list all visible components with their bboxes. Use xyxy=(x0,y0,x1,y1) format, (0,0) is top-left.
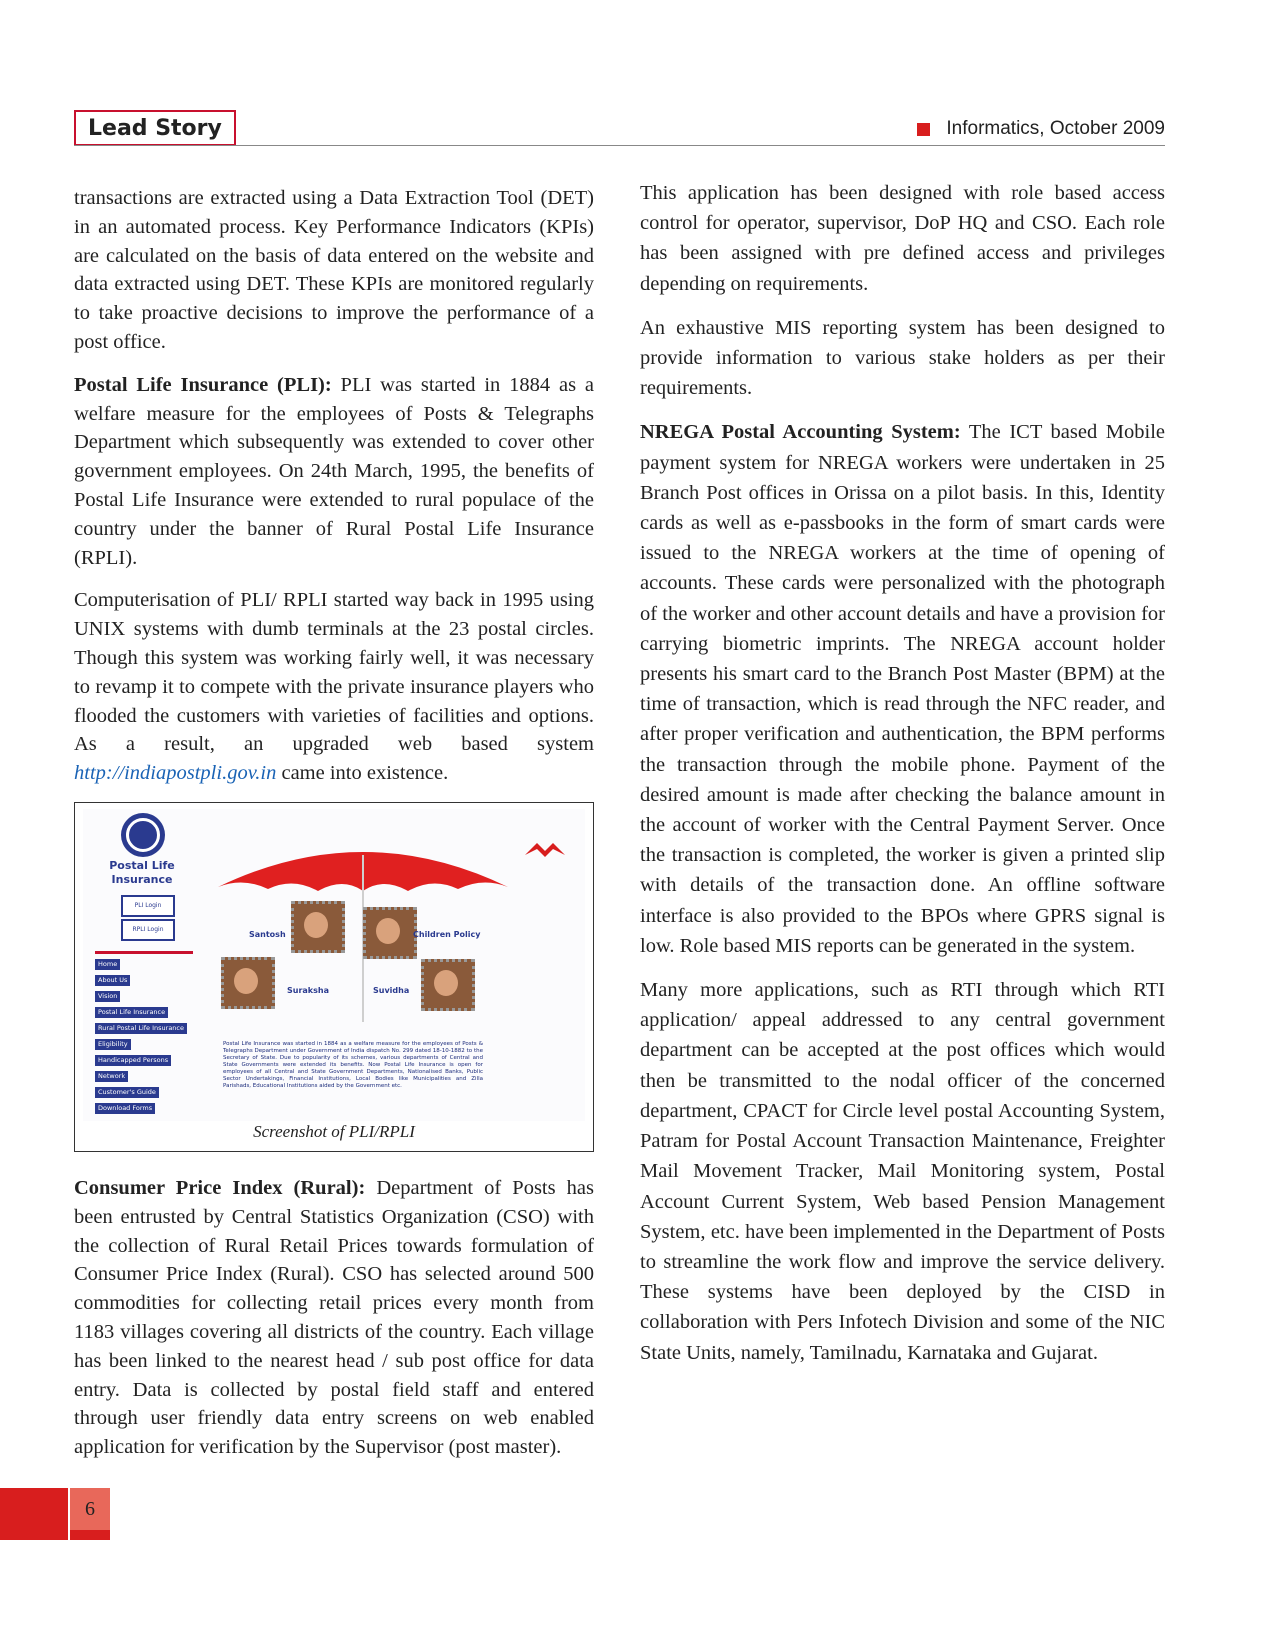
paragraph-heading: Postal Life Insurance (PLI): xyxy=(74,373,332,396)
pli-login-button: PLI Login xyxy=(121,895,175,917)
site-nav-item: Customer's Guide xyxy=(95,1087,159,1098)
photo-suvidha xyxy=(421,959,475,1011)
paragraph-text: Department of Posts has been entrusted by Central Statistics Organization (CSO) with the collection of Rural Retail Prices towards formulation of Consumer Price Index (Rural). CSO has selected around 500 commodities for collecting retail prices every month from 1183 villages covering all districts of the country. Each village has been linked to the nearest head / sub post office for data entry. Data is collected by postal field staff and entered through user friendly data entry screens on web enabled application for verification by the Supervisor (post master). xyxy=(74,1176,594,1459)
figure-caption: Screenshot of PLI/RPLI xyxy=(253,1122,415,1142)
site-body-text: Postal Life Insurance was started in 1884 as a welfare measure for the employees of Posts & Telegraphs Department under Government of India dispatch No. 299 dated 18-10-1882 to the Secretary of State. Due to popularity of its schemes, various departments of Central and State Governments were extended its benefits. Now Postal Life Insurance is open for employees of all Central and State Government Departments, Nationalised Banks, Public Sector Undertakings, Financial Institutions, Local Bodies like Municipalities and Zilla Parishads, Educational Institutions aided by the Government etc. xyxy=(223,1040,483,1089)
site-nav-item: About Us xyxy=(95,975,130,986)
paragraph-heading: NREGA Postal Accounting System: xyxy=(640,421,961,444)
label-santosh: Santosh xyxy=(249,929,286,939)
pli-logo-icon xyxy=(121,813,165,857)
paragraph-text: The ICT based Mobile payment system for NREGA workers were undertaken in 25 Branch Post offices in Orissa on a pilot basis. In this, Identity cards as well as e-passbooks in the form of smart cards were issued to the NREGA workers at the time of opening of accounts. These cards were personalized with the photograph of the worker and other account details and have a provision for carrying biometric imprints. The NREGA account holder presents his smart card to the Branch Post Master (BPM) at the time of transaction, which is read through the NFC reader, and after proper verification and authentication, the BPM performs the transaction through the mobile phone. Payment of the desired amount is made after checking the balance amount in the account of worker with the Central Payment Server. Once the transaction is completed, the worker is given a printed slip with details of the transaction done. An offline software interface is also provided to the BPOs where GPRS signal is low. Role based MIS reports can be generated in the system. xyxy=(640,421,1166,957)
india-post-logo-icon xyxy=(523,839,567,861)
header-rule xyxy=(74,145,1165,146)
paragraph-text: came into existence. xyxy=(276,762,449,785)
section-tag: Lead Story xyxy=(74,110,236,146)
photo-santosh xyxy=(291,901,345,953)
site-title-line: Insurance xyxy=(111,872,173,886)
paragraph: transactions are extracted using a Data Extraction Tool (DET) in an automated process. Key Performance Indicators (KPIs) are calculated on the basis of data entered on the website and data extracted using DET. These KPIs are monitored regularly to take proactive decisions to improve the performance of a post office. xyxy=(74,187,594,353)
site-nav xyxy=(95,959,187,1119)
nav-divider xyxy=(95,951,193,954)
paragraph xyxy=(74,1174,594,1462)
figure-pli-screenshot xyxy=(74,802,594,1152)
screenshot-image xyxy=(83,809,585,1121)
site-nav-item: Vision xyxy=(95,991,120,1002)
site-nav-item: Download Forms xyxy=(95,1103,155,1114)
paragraph: Many more applications, such as RTI through which RTI application/ appeal addressed to any central government department can be accepted at the post offices which would then be transmitted to the nodal officer of the concerned department, CPACT for Circle level postal Accounting System, Patram for Postal Account Transaction Maintenance, Freighter Mail Movement Tracker, Mail Monitoring system, Postal Account Current System, Web based Pension Management System, etc. have been implemented in the Department of Posts to streamline the work flow and improve the service delivery. These systems have been deployed by the CISD in collaboration with Pers Infotech Division and some of the NIC State Units, namely, Tamilnadu, Karnataka and Gujarat. xyxy=(640,979,1165,1364)
paragraph-text: PLI was started in 1884 as a welfare measure for the employees of Posts & Telegraphs Department which subsequently was extended to cover other government employees. On 24th March, 1995, the benefits of Postal Life Insurance were extended to rural populace of the country under the banner of Rural Postal Life Insurance (RPLI). xyxy=(74,373,594,569)
site-nav-item: Postal Life Insurance xyxy=(95,1007,168,1018)
rpli-login-button: RPLI Login xyxy=(121,919,175,941)
red-square-icon xyxy=(917,123,930,136)
site-title-line: Postal Life xyxy=(109,858,175,872)
label-children-policy: Children Policy xyxy=(413,929,481,939)
paragraph: An exhaustive MIS reporting system has been designed to provide information to various stake holders as per their requirements. xyxy=(640,316,1165,400)
site-nav-item: Eligibility xyxy=(95,1039,131,1050)
photo-suraksha xyxy=(221,957,275,1009)
label-suraksha: Suraksha xyxy=(287,985,329,995)
paragraph-text: Computerisation of PLI/ RPLI started way back in 1995 using UNIX systems with dumb terminals at the 23 postal circles. Though this system was working fairly well, it was necessary to revamp it to compete with the private insurance players who flooded the customers with varieties of facilities and options. As a result, an upgraded web based system xyxy=(74,589,594,756)
footer-red-bar xyxy=(0,1488,68,1540)
label-suvidha: Suvidha xyxy=(373,985,410,995)
site-nav-item: Home xyxy=(95,959,120,970)
paragraph: This application has been designed with role based access control for operator, supervisor, DoP HQ and CSO. Each role has been assigned with pre defined access and privileges depending on requirements. xyxy=(640,182,1165,295)
site-nav-item: Handicapped Persons xyxy=(95,1055,171,1066)
pli-website-link[interactable]: http://indiapostpli.gov.in xyxy=(74,762,277,785)
issue-label xyxy=(917,118,1165,140)
page-number: 6 xyxy=(70,1488,110,1530)
site-title xyxy=(103,859,181,887)
footer-red-strip xyxy=(70,1530,110,1540)
issue-text: Informatics, October 2009 xyxy=(946,118,1165,139)
right-column xyxy=(640,178,1165,1382)
site-nav-item: Network xyxy=(95,1071,128,1082)
paragraph xyxy=(74,371,594,573)
paragraph xyxy=(74,586,594,788)
paragraph-heading: Consumer Price Index (Rural): xyxy=(74,1176,366,1199)
site-sidebar xyxy=(83,809,184,1121)
site-nav-item: Rural Postal Life Insurance xyxy=(95,1023,187,1034)
left-column xyxy=(74,184,594,1476)
paragraph xyxy=(640,417,1165,961)
photo-children-policy xyxy=(363,907,417,959)
